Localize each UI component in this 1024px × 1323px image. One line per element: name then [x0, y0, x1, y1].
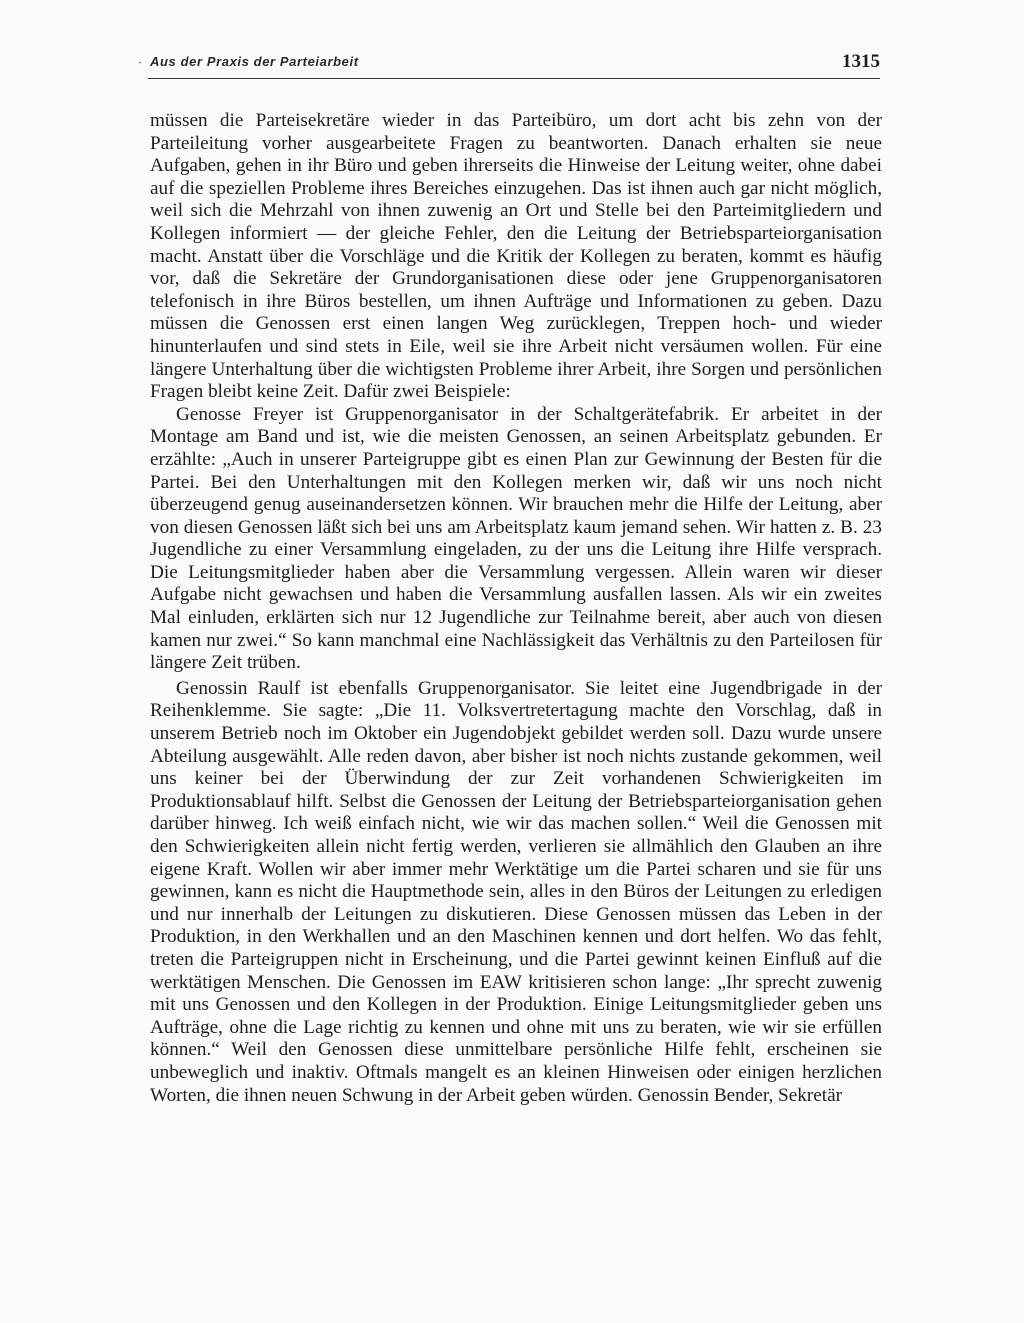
- header-dot: ·: [138, 56, 142, 70]
- page-number: 1315: [842, 51, 880, 72]
- running-head: [138, 51, 880, 76]
- header-rule: [148, 78, 880, 79]
- paragraph-2: Genosse Freyer ist Gruppenorganisator in der Schaltgerätefabrik. Er arbeitet in der Montage am Band und ist, wie die meisten Genossen, an seinen Arbeitsplatz gebunden. Er erzählte: „Auch in unserer Parteigruppe gibt es einen Plan zur Gewinnung der Besten für die Partei. Bei den Unterhaltungen mit den Kollegen merken wir, daß wir uns noch nicht überzeugend genug auseinandersetzen können. Wir brauchen mehr die Hilfe der Leitung, aber von diesen Genossen läßt sich bei uns am Arbeitsplatz kaum jemand sehen. Wir hatten z. B. 23 Jugendliche zu einer Versammlung eingeladen, zu der uns die Leitung ihre Hilfe versprach. Die Leitungsmitglieder haben aber die Versammlung vergessen. Allein waren wir dieser Aufgabe nicht gewachsen und haben die Versammlung ausfallen lassen. Als wir ein zweites Mal einluden, erklärten sich nur 12 Jugendliche zur Teilnahme bereit, aber auch von diesen kamen nur zwei.“ So kann manchmal eine Nachlässigkeit das Verhältnis zu den Parteilosen für längere Zeit trüben.: [150, 403, 882, 674]
- body-text: [150, 110, 882, 1107]
- paragraph-1: müssen die Parteisekretäre wieder in das Parteibüro, um dort acht bis zehn von der Parteileitung vorher ausgearbeitete Fragen zu beantworten. Danach erhalten sie neue Aufgaben, gehen in ihr Büro und geben ihrerseits die Hinweise der Leitung weiter, ohne dabei auf die speziellen Probleme ihres Bereiches einzugehen. Das ist ihnen auch gar nicht möglich, weil sich die Mehrzahl von ihnen zuwenig an Ort und Stelle bei den Parteimitgliedern und Kollegen informiert — der gleiche Fehler, den die Leitung der Betriebsparteiorganisation macht. Anstatt über die Vorschläge und die Kritik der Kollegen zu beraten, kommt es häufig vor, daß die Sekretäre der Grundorganisationen diese oder jene Gruppenorganisatoren telefonisch in ihre Büros bestellen, um ihnen Aufträge und Informationen zu geben. Dazu müssen die Genossen erst einen langen Weg zurücklegen, Treppen hoch- und wieder hinunterlaufen und sind stets in Eile, weil sie ihre Arbeit nicht versäumen wollen. Für eine längere Unterhaltung über die wichtigsten Probleme ihrer Arbeit, ihre Sorgen und persönlichen Fragen bleibt keine Zeit. Dafür zwei Beispiele:: [150, 110, 882, 403]
- paragraph-3: Genossin Raulf ist ebenfalls Gruppenorganisator. Sie leitet eine Jugendbrigade in der Reihenklemme. Sie sagte: „Die 11. Volksvertretertagung machte den Vorschlag, daß in unserem Betrieb noch im Oktober ein Jugendobjekt gebildet werden soll. Dazu wurde unsere Abteilung ausgewählt. Alle reden davon, aber bisher ist noch nichts zustande gekommen, weil uns keiner bei der Überwindung der zur Zeit vorhandenen Schwierigkeiten im Produktionsablauf hilft. Selbst die Genossen der Leitung der Betriebsparteiorganisation gehen darüber hinweg. Ich weiß einfach nicht, wie wir das machen sollen.“ Weil die Genossen mit den Schwierigkeiten allein nicht fertig werden, verlieren sie allmählich den Glauben an ihre eigene Kraft. Wollen wir aber immer mehr Werktätige um die Partei scharen und sie für uns gewinnen, kann es nicht die Hauptmethode sein, alles in den Büros der Leitungen zu erledigen und nur innerhalb der Leitungen zu diskutieren. Diese Genossen müssen das Leben in der Produktion, in den Werkhallen und an den Maschinen kennen und dort helfen. Wo das fehlt, treten die Parteigruppen nicht in Erscheinung, und die Partei gewinnt keinen Einfluß auf die werktätigen Menschen. Die Genossen im EAW kritisieren schon lange: „Ihr sprecht zuwenig mit uns Genossen und den Kollegen in der Produktion. Einige Leitungsmitglieder geben uns Aufträge, ohne die Lage richtig zu kennen und ohne mit uns zu beraten, wie wir sie erfüllen können.“ Weil den Genossen diese unmittelbare persönliche Hilfe fehlt, erscheinen sie unbeweglich und inaktiv. Oftmals mangelt es an kleinen Hinweisen oder einigen herzlichen Worten, die ihnen neuen Schwung in der Arbeit geben würden. Genossin Bender, Sekretär: [150, 677, 882, 1106]
- running-title: Aus der Praxis der Parteiarbeit: [150, 54, 359, 69]
